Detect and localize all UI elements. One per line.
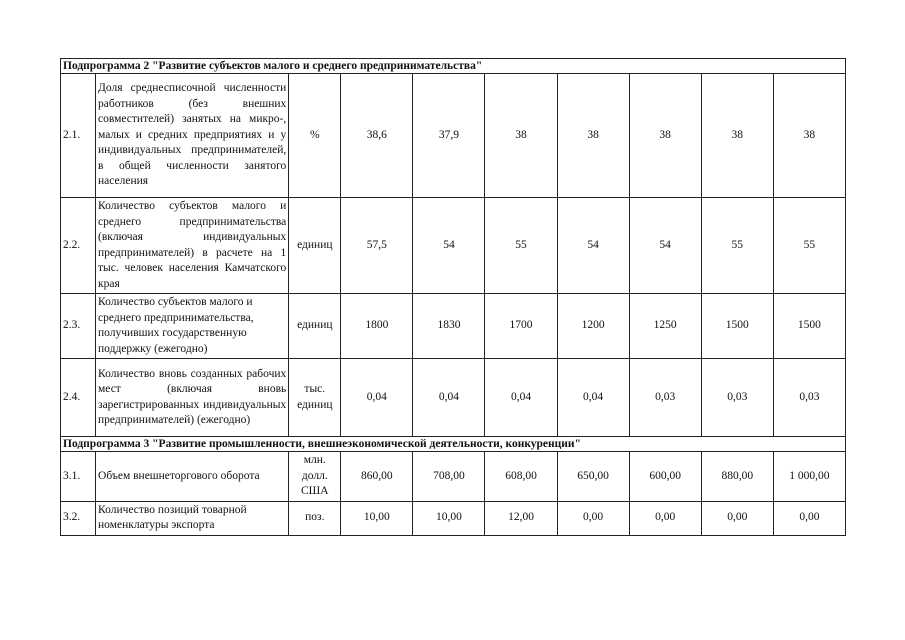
value-cell: 1250: [629, 294, 701, 359]
value-cell: 1700: [485, 294, 557, 359]
row-index: 2.1.: [61, 74, 96, 198]
value-cell: 10,00: [341, 501, 413, 535]
table-row: [61, 198, 846, 294]
value-cell: 38: [629, 74, 701, 198]
value-cell: 0,03: [701, 359, 773, 437]
value-cell: 55: [701, 198, 773, 294]
unit-cell: поз.: [289, 501, 341, 535]
indicator-name: Количество вновь созданных рабочих мест (включая вновь зарегистрированных индивидуальных предпринимателей) (ежегодно): [96, 359, 289, 437]
value-cell: 12,00: [485, 501, 557, 535]
value-cell: 38,6: [341, 74, 413, 198]
row-index: 3.2.: [61, 501, 96, 535]
indicator-name: Количество позиций товарной номенклатуры экспорта: [96, 501, 289, 535]
unit-cell: %: [289, 74, 341, 198]
value-cell: 880,00: [701, 452, 773, 502]
value-cell: 57,5: [341, 198, 413, 294]
section-title: Подпрограмма 3 "Развитие промышленности, внешнеэкономической деятельности, конкуренции": [61, 437, 846, 452]
value-cell: 38: [557, 74, 629, 198]
table-row: [61, 501, 846, 535]
value-cell: 38: [485, 74, 557, 198]
value-cell: 0,04: [341, 359, 413, 437]
value-cell: 54: [413, 198, 485, 294]
value-cell: 0,00: [557, 501, 629, 535]
indicator-name: Количество субъектов малого и среднего предпринимательства (включая индивидуальных предпринимателей) в расчете на 1 тыс. человек населения Камчатского края: [96, 198, 289, 294]
value-cell: 0,03: [629, 359, 701, 437]
value-cell: 1830: [413, 294, 485, 359]
row-index: 2.3.: [61, 294, 96, 359]
section-header-row: [61, 437, 846, 452]
value-cell: 0,04: [485, 359, 557, 437]
value-cell: 0,04: [557, 359, 629, 437]
value-cell: 10,00: [413, 501, 485, 535]
value-cell: 54: [629, 198, 701, 294]
value-cell: 55: [485, 198, 557, 294]
value-cell: 38: [773, 74, 845, 198]
value-cell: 1500: [773, 294, 845, 359]
value-cell: 860,00: [341, 452, 413, 502]
table-row: [61, 294, 846, 359]
value-cell: 38: [701, 74, 773, 198]
indicators-table: [60, 58, 846, 536]
value-cell: 600,00: [629, 452, 701, 502]
row-index: 3.1.: [61, 452, 96, 502]
value-cell: 1800: [341, 294, 413, 359]
indicator-name: Объем внешнеторгового оборота: [96, 452, 289, 502]
value-cell: 37,9: [413, 74, 485, 198]
value-cell: 55: [773, 198, 845, 294]
indicator-name: Количество субъектов малого и среднего предпринимательства, получивших государственную поддержку (ежегодно): [96, 294, 289, 359]
value-cell: 0,00: [629, 501, 701, 535]
indicator-name: Доля среднесписочной численности работников (без внешних совместителей) занятых на микро-, малых и средних предприятиях и у индивидуальных предпринимателей, в общей численности занятого населения: [96, 74, 289, 198]
value-cell: 1200: [557, 294, 629, 359]
unit-cell: единиц: [289, 294, 341, 359]
value-cell: 1 000,00: [773, 452, 845, 502]
value-cell: 0,00: [701, 501, 773, 535]
value-cell: 54: [557, 198, 629, 294]
row-index: 2.2.: [61, 198, 96, 294]
unit-cell: единиц: [289, 198, 341, 294]
table-row: [61, 452, 846, 502]
value-cell: 0,04: [413, 359, 485, 437]
section-header-row: [61, 59, 846, 74]
value-cell: 0,00: [773, 501, 845, 535]
unit-cell: тыс. единиц: [289, 359, 341, 437]
value-cell: 0,03: [773, 359, 845, 437]
unit-cell: млн. долл. США: [289, 452, 341, 502]
table-row: [61, 359, 846, 437]
table-row: [61, 74, 846, 198]
value-cell: 608,00: [485, 452, 557, 502]
value-cell: 1500: [701, 294, 773, 359]
value-cell: 650,00: [557, 452, 629, 502]
row-index: 2.4.: [61, 359, 96, 437]
section-title: Подпрограмма 2 "Развитие субъектов малого и среднего предпринимательства": [61, 59, 846, 74]
value-cell: 708,00: [413, 452, 485, 502]
